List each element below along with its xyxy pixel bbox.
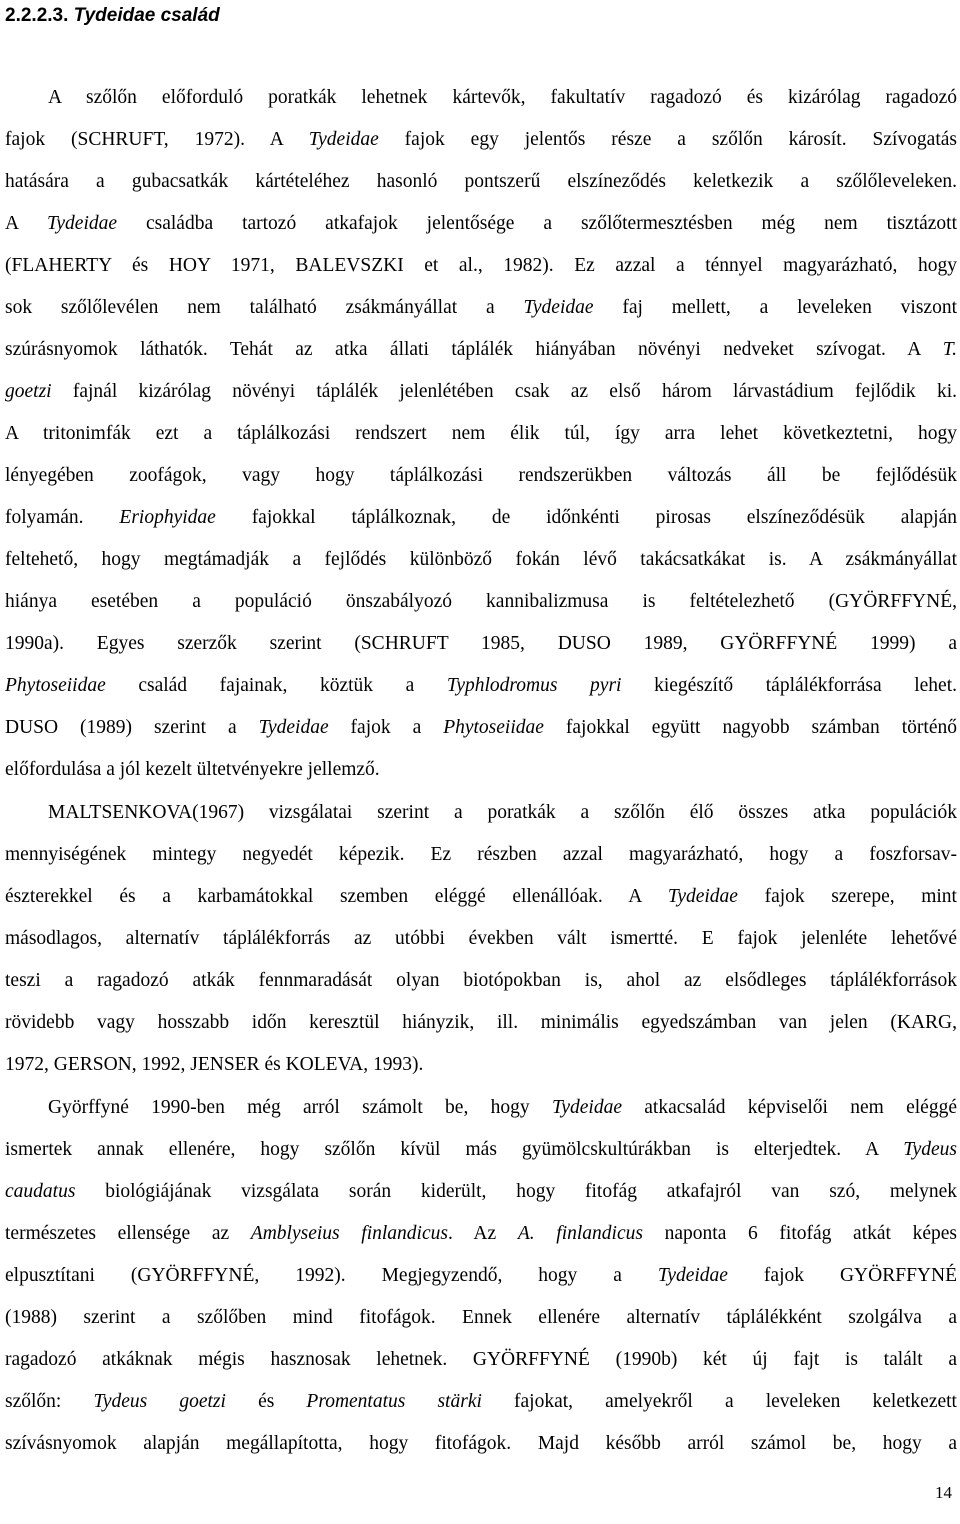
text-line: 1990a). Egyes szerzők szerint (SCHRUFT 1985, DUSO 1989, GYÖRFFYNÉ 1999) a bbox=[5, 633, 957, 654]
text-line: szúrásnyomok láthatók. Tehát az atka állati táplálék hiányában növényi nedveket szívogat. A T. bbox=[5, 339, 957, 360]
text-line: mennyiségének mintegy negyedét képezik. Ez részben azzal magyarázható, hogy a foszforsav- bbox=[5, 844, 957, 865]
text-line: másodlagos, alternatív táplálékforrás az utóbbi években vált ismertté. E fajok jelenléte lehetővé bbox=[5, 928, 957, 949]
text-line: elpusztítani (GYÖRFFYNÉ, 1992). Megjegyzendő, hogy a Tydeidae fajok GYÖRFFYNÉ bbox=[5, 1265, 957, 1286]
text-line: szívásnyomok alapján megállapította, hogy fitofágok. Majd később arról számol be, hogy a bbox=[5, 1433, 957, 1454]
text-line: A szőlőn előforduló poratkák lehetnek kártevők, fakultatív ragadozó és kizárólag ragadozó bbox=[48, 87, 957, 108]
text-line: MALTSENKOVA(1967) vizsgálatai szerint a poratkák a szőlőn élő összes atka populációk bbox=[48, 802, 957, 823]
section-heading bbox=[5, 4, 220, 28]
text-line: szőlőn: Tydeus goetzi és Promentatus stärki fajokat, amelyekről a leveleken keletkezett bbox=[5, 1391, 957, 1412]
text-line: lényegében zoofágok, vagy hogy táplálkozási rendszerükben változás áll be fejlődésük bbox=[5, 465, 957, 486]
text-line: Györffyné 1990-ben még arról számolt be, hogy Tydeidae atkacsalád képviselői nem eléggé bbox=[48, 1097, 957, 1118]
section-title: Tydeidae család bbox=[73, 5, 220, 26]
text-line: hatására a gubacsatkák kártételéhez hasonló pontszerű elszíneződés keletkezik a szőlőleveleken. bbox=[5, 171, 957, 192]
text-line: caudatus biológiájának vizsgálata során kiderült, hogy fitofág atkafajról van szó, melynek bbox=[5, 1181, 957, 1202]
section-number: 2.2.2.3. bbox=[5, 5, 69, 26]
text-line: folyamán. Eriophyidae fajokkal táplálkoznak, de időnkénti pirosas elszíneződésük alapján bbox=[5, 507, 957, 528]
text-line: A tritonimfák ezt a táplálkozási rendszert nem élik túl, így arra lehet következtetni, hogy bbox=[5, 423, 957, 444]
text-line: A Tydeidae családba tartozó atkafajok jelentősége a szőlőtermesztésben még nem tisztázott bbox=[5, 213, 958, 234]
text-line: ismertek annak ellenére, hogy szőlőn kívül más gyümölcskultúrákban is elterjedtek. A Tydeus bbox=[5, 1139, 957, 1160]
page-number: 14 bbox=[935, 1483, 952, 1502]
text-line: észterekkel és a karbamátokkal szemben eléggé ellenállóak. A Tydeidae fajok szerepe, mint bbox=[5, 886, 957, 907]
text-line: előfordulása a jól kezelt ültetvényekre jellemző. bbox=[5, 759, 380, 780]
text-line: fajok (SCHRUFT, 1972). A Tydeidae fajok egy jelentős része a szőlőn károsít. Szívogatás bbox=[5, 129, 957, 150]
text-line: Phytoseiidae család fajainak, köztük a Typhlodromus pyri kiegészítő táplálékforrása lehet. bbox=[5, 675, 957, 696]
text-line: rövidebb vagy hosszabb időn keresztül hiányzik, ill. minimális egyedszámban van jelen (KARG, bbox=[5, 1012, 957, 1033]
text-line: DUSO (1989) szerint a Tydeidae fajok a Phytoseiidae fajokkal együtt nagyobb számban történő bbox=[5, 717, 957, 738]
text-line: sok szőlőlevélen nem található zsákmányállat a Tydeidae faj mellett, a leveleken viszont bbox=[5, 297, 958, 318]
text-line: ragadozó atkáknak mégis hasznosak lehetnek. GYÖRFFYNÉ (1990b) két új fajt is talált a bbox=[5, 1349, 957, 1370]
text-line: teszi a ragadozó atkák fennmaradását olyan biotópokban is, ahol az elsődleges táplálékforrások bbox=[5, 970, 957, 991]
text-line: feltehető, hogy megtámadják a fejlődés különböző fokán lévő takácsatkákat is. A zsákmányállat bbox=[5, 549, 957, 570]
text-line: 1972, GERSON, 1992, JENSER és KOLEVA, 1993). bbox=[5, 1054, 424, 1075]
text-line: természetes ellensége az Amblyseius finlandicus. Az A. finlandicus naponta 6 fitofág atkát képes bbox=[5, 1223, 958, 1244]
text-line: (1988) szerint a szőlőben mind fitofágok. Ennek ellenére alternatív táplálékként szolgálva a bbox=[5, 1307, 957, 1328]
text-line: hiánya esetében a populáció önszabályozó kannibalizmusa is feltételezhető (GYÖRFFYNÉ, bbox=[5, 591, 957, 612]
text-line: (FLAHERTY és HOY 1971, BALEVSZKI et al., 1982). Ez azzal a ténnyel magyarázható, hogy bbox=[5, 255, 957, 276]
text-line: goetzi fajnál kizárólag növényi táplálék jelenlétében csak az első három lárvastádium fejlődik ki. bbox=[5, 381, 957, 402]
